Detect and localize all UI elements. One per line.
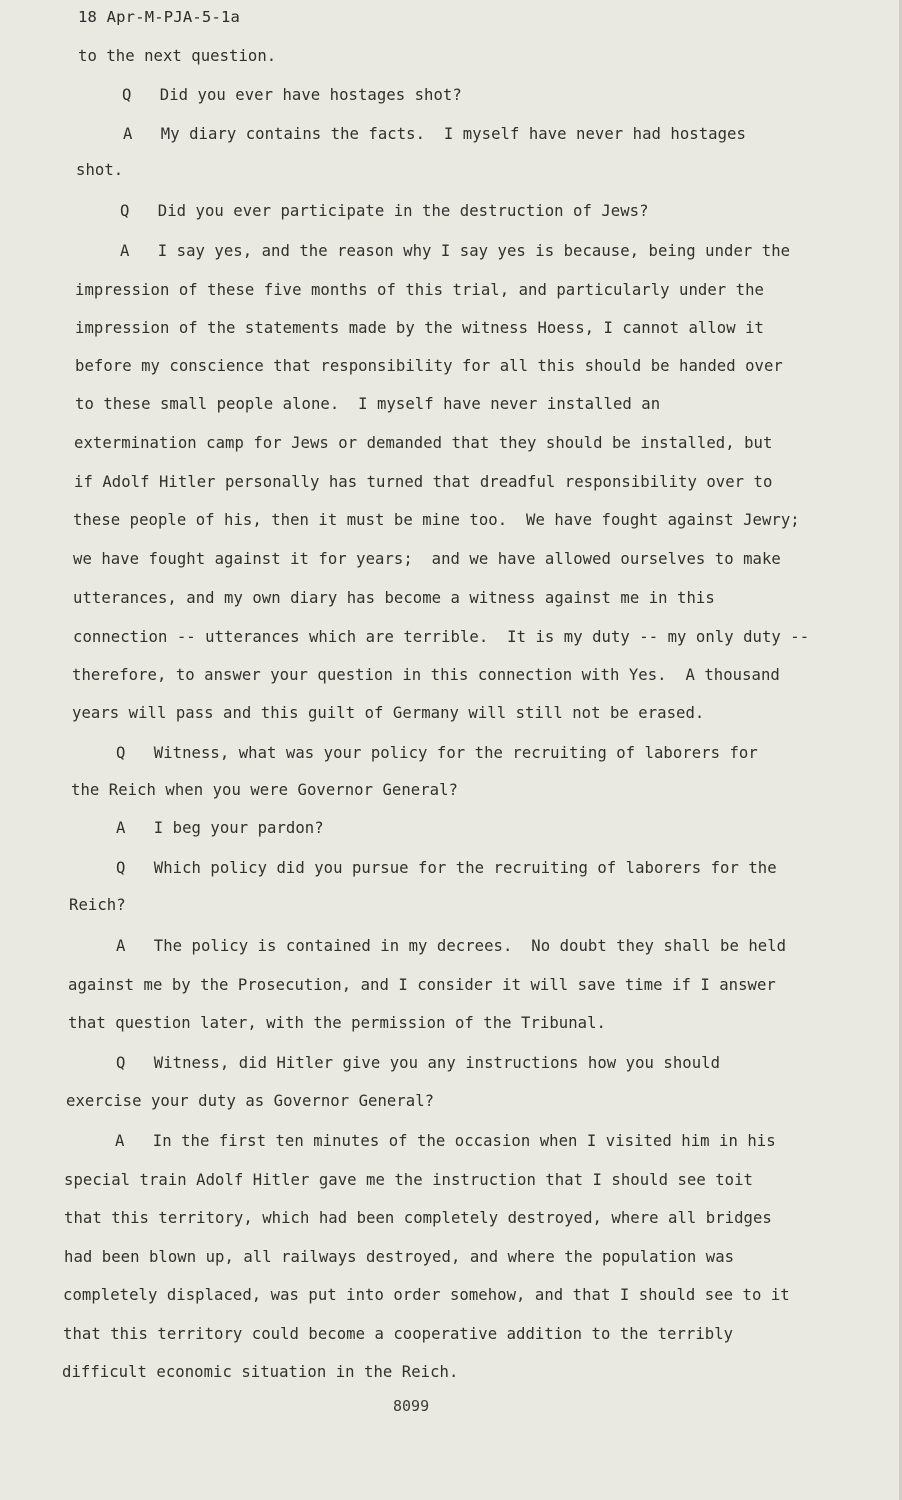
transcript-line: Q Did you ever participate in the destruction of Jews? bbox=[120, 202, 649, 220]
transcript-line: difficult economic situation in the Reich. bbox=[62, 1363, 459, 1381]
transcript-line: exercise your duty as Governor General? bbox=[66, 1092, 435, 1110]
transcript-line: A I beg your pardon? bbox=[116, 819, 324, 837]
transcript-line: to the next question. bbox=[78, 47, 277, 65]
transcript-line: completely displaced, was put into order somehow, and that I should see to it bbox=[63, 1286, 790, 1304]
transcript-line: against me by the Prosecution, and I consider it will save time if I answer bbox=[68, 976, 776, 994]
transcript-line: A I say yes, and the reason why I say yes is because, being under the bbox=[120, 242, 791, 260]
transcript-line: impression of these five months of this trial, and particularly under the bbox=[75, 281, 764, 299]
transcript-line: impression of the statements made by the witness Hoess, I cannot allow it bbox=[75, 319, 764, 337]
transcript-line: these people of his, then it must be mine too. We have fought against Jewry; bbox=[73, 511, 800, 529]
transcript-line: that question later, with the permission of the Tribunal. bbox=[68, 1014, 606, 1032]
transcript-line: if Adolf Hitler personally has turned that dreadful responsibility over to bbox=[74, 473, 773, 491]
transcript-line: special train Adolf Hitler gave me the instruction that I should see toit bbox=[64, 1171, 753, 1189]
transcript-line: to these small people alone. I myself have never installed an bbox=[75, 395, 661, 413]
transcript-line: we have fought against it for years; and we have allowed ourselves to make bbox=[73, 550, 781, 568]
page-number: 8099 bbox=[393, 1397, 430, 1415]
transcript-line: A My diary contains the facts. I myself have never had hostages bbox=[123, 125, 746, 143]
transcript-line: extermination camp for Jews or demanded that they should be installed, but bbox=[74, 434, 773, 452]
transcript-line: A In the first ten minutes of the occasion when I visited him in his bbox=[115, 1132, 776, 1150]
transcript-line: Reich? bbox=[69, 896, 126, 914]
transcript-line: A The policy is contained in my decrees. No doubt they shall be held bbox=[116, 937, 787, 955]
transcript-line: Q Which policy did you pursue for the recruiting of laborers for the bbox=[116, 859, 777, 877]
transcript-line: the Reich when you were Governor General? bbox=[71, 781, 458, 799]
transcript-line: shot. bbox=[76, 161, 124, 179]
transcript-line: years will pass and this guilt of Germany will still not be erased. bbox=[72, 704, 705, 722]
transcript-line: that this territory could become a cooperative addition to the terribly bbox=[63, 1325, 734, 1343]
document-reference: 18 Apr-M-PJA-5-1a bbox=[78, 8, 241, 26]
transcript-line: had been blown up, all railways destroyed, and where the population was bbox=[64, 1248, 735, 1266]
transcript-line: therefore, to answer your question in this connection with Yes. A thousand bbox=[72, 666, 780, 684]
transcript-line: Q Witness, did Hitler give you any instructions how you should bbox=[116, 1054, 721, 1072]
transcript-line: Q Did you ever have hostages shot? bbox=[122, 86, 462, 104]
transcript-line: before my conscience that responsibility for all this should be handed over bbox=[75, 357, 783, 375]
transcript-line: utterances, and my own diary has become a witness against me in this bbox=[73, 589, 715, 607]
transcript-line: connection -- utterances which are terrible. It is my duty -- my only duty -- bbox=[73, 628, 810, 646]
transcript-line: Q Witness, what was your policy for the recruiting of laborers for bbox=[116, 744, 758, 762]
transcript-line: that this territory, which had been completely destroyed, where all bridges bbox=[64, 1209, 772, 1227]
